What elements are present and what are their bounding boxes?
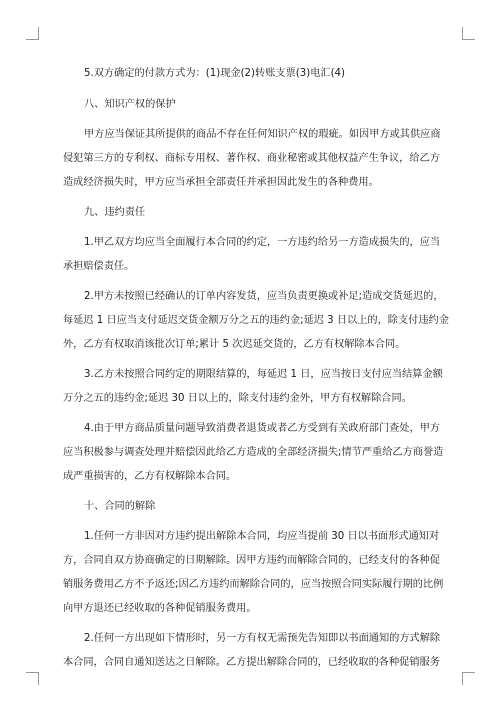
paragraph-line: 侵犯第三方的专利权、商标专用权、著作权、商业秘密或其他权益产生争议，给乙方 (63, 153, 440, 164)
section-heading-breach: 九、违约责任 (84, 207, 146, 218)
paragraph-line: 万分之五的违约金;延迟 30 日以上的，除支付违约金外，甲方有权解除合同。 (63, 393, 412, 404)
crop-mark-bottom-right (462, 672, 475, 685)
paragraph-line: 向甲方退还已经收取的各种促销服务费用。 (63, 603, 257, 614)
paragraph-line: 外，乙方有权取消该批次订单;累计 5 次迟延交货的，乙方有权解除本合同。 (63, 339, 406, 350)
paragraph-line: 成严重损害的，乙方有权解除本合同。 (63, 471, 237, 482)
paragraph-line: 2.甲方未按照已经确认的订单内容发货，应当负责更换或补足;造成交货延迟的， (84, 291, 444, 302)
paragraph-line: 甲方应当保证其所提供的商品不存在任何知识产权的瑕疵。如因甲方或其供应商 (84, 129, 441, 140)
paragraph-line: 承担赔偿责任。 (63, 261, 135, 272)
paragraph-line: 方，合同自双方协商确定的日期解除。因甲方违约而解除合同的，已经支付的各种促 (63, 555, 440, 566)
paragraph-line: 本合同，合同自通知送达之日解除。乙方提出解除合同的，已经收取的各种促销服务 (63, 657, 440, 668)
crop-mark-top-right (462, 27, 475, 40)
section-heading-termination: 十、合同的解除 (84, 501, 156, 512)
paragraph-line: 3.乙方未按照合同约定的期限结算的，每延迟 1 日，应当按日支付应当结算金额 (84, 369, 443, 380)
paragraph-line: 1.甲乙双方均应当全面履行本合同的约定，一方违约给另一方造成损失的，应当 (84, 237, 441, 248)
paragraph-line: 应当积极参与调查处理并赔偿因此给乙方造成的全部经济损失;情节严重给乙方商誉造 (63, 447, 444, 458)
crop-mark-top-left (26, 27, 39, 40)
paragraph-line: 2.任何一方出现如下情形时，另一方有权无需预先告知即以书面通知的方式解除 (84, 633, 441, 644)
crop-mark-bottom-left (26, 672, 39, 685)
paragraph-line: 造成经济损失时，甲方应当承担全部责任并承担因此发生的各种费用。 (63, 177, 379, 188)
paragraph-line: 每延迟 1 日应当支付延迟交货金额万分之五的违约金;延迟 3 日以上的，除支付违约金 (63, 315, 449, 326)
paragraph-line: 1.任何一方非因对方违约提出解除本合同，均应当提前 30 日以书面形式通知对 (84, 531, 440, 542)
paragraph-line: 4.由于甲方商品质量问题导致消费者退货或者乙方受到有关政府部门查处，甲方 (84, 423, 441, 434)
payment-method-line: 5.双方确定的付款方式为：(1)现金(2)转账支票(3)电汇(4) (84, 68, 346, 79)
paragraph-line: 销服务费用乙方不予返还;因乙方违约而解除合同的，应当按照合同实际履行期的比例 (63, 579, 444, 590)
section-heading-ip: 八、知识产权的保护 (84, 99, 176, 110)
